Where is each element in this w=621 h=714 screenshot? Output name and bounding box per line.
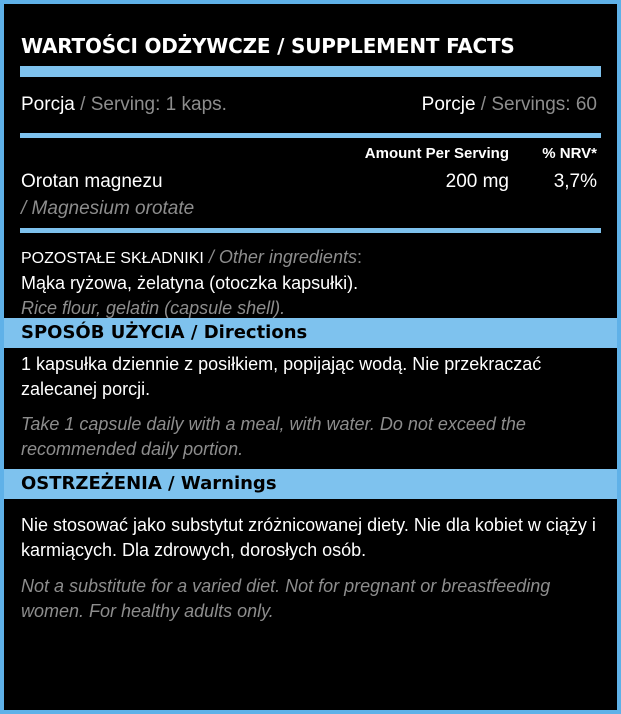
servings-label-pl: Porcje	[421, 94, 476, 115]
title-divider	[20, 66, 601, 77]
servings-label-en: Servings: 60	[491, 94, 597, 115]
servings-sep: /	[475, 94, 492, 115]
serving-size-label-pl: Porcja	[21, 94, 75, 115]
ingredient-amount: 200 mg	[445, 171, 509, 192]
other-ingredients-text-pl: Mąka ryżowa, żelatyna (otoczka kapsułki).	[21, 273, 359, 293]
ingredient-name-pl: Orotan magnezu	[21, 171, 163, 192]
servings-per-container	[422, 94, 597, 116]
serving-size-label-en: Serving: 1 kaps.	[90, 94, 227, 115]
table-header	[4, 138, 617, 168]
warnings-text-pl: Nie stosować jako substytut zróżnicowanej diety. Nie dla kobiet w ciąży i karmiących. Dla zdrowych, dorosłych osób.	[21, 515, 596, 560]
other-ingredients-heading	[21, 245, 597, 271]
directions-heading: SPOSÓB UŻYCIA / Directions	[4, 318, 617, 348]
directions-text-pl: 1 kapsułka dziennie z posiłkiem, popijając wodą. Nie przekraczać zalecanej porcji.	[21, 354, 542, 399]
table-row	[4, 168, 617, 228]
serving-size-sep: /	[74, 94, 91, 115]
ingredient-name	[21, 168, 329, 228]
other-ingredients-colon: :	[356, 247, 362, 267]
other-ingredients	[4, 233, 617, 318]
ingredient-nrv: 3,7%	[553, 171, 597, 192]
warnings-body	[4, 499, 617, 624]
other-ingredients-text-en: Rice flour, gelatin (capsule shell).	[21, 298, 286, 318]
nrv-column-header: % NRV*	[542, 144, 597, 162]
directions-text-en: Take 1 capsule daily with a meal, with water. Do not exceed the recommended daily portion.	[21, 414, 526, 459]
serving-size	[21, 94, 227, 116]
serving-row	[4, 77, 617, 133]
other-ingredients-label-en: / Other ingredients	[203, 247, 357, 267]
ingredient-name-en: / Magnesium orotate	[21, 198, 195, 219]
warnings-text-en: Not a substitute for a varied diet. Not for pregnant or breastfeeding women. For healthy adults only.	[21, 576, 551, 621]
directions-body	[4, 348, 617, 469]
amount-column-header: Amount Per Serving	[364, 144, 509, 162]
warnings-heading: OSTRZEŻENIA / Warnings	[4, 469, 617, 499]
panel-title: WARTOŚCI ODŻYWCZE / SUPPLEMENT FACTS	[21, 34, 515, 58]
other-ingredients-label-pl: POZOSTAŁE SKŁADNIKI	[21, 250, 204, 267]
